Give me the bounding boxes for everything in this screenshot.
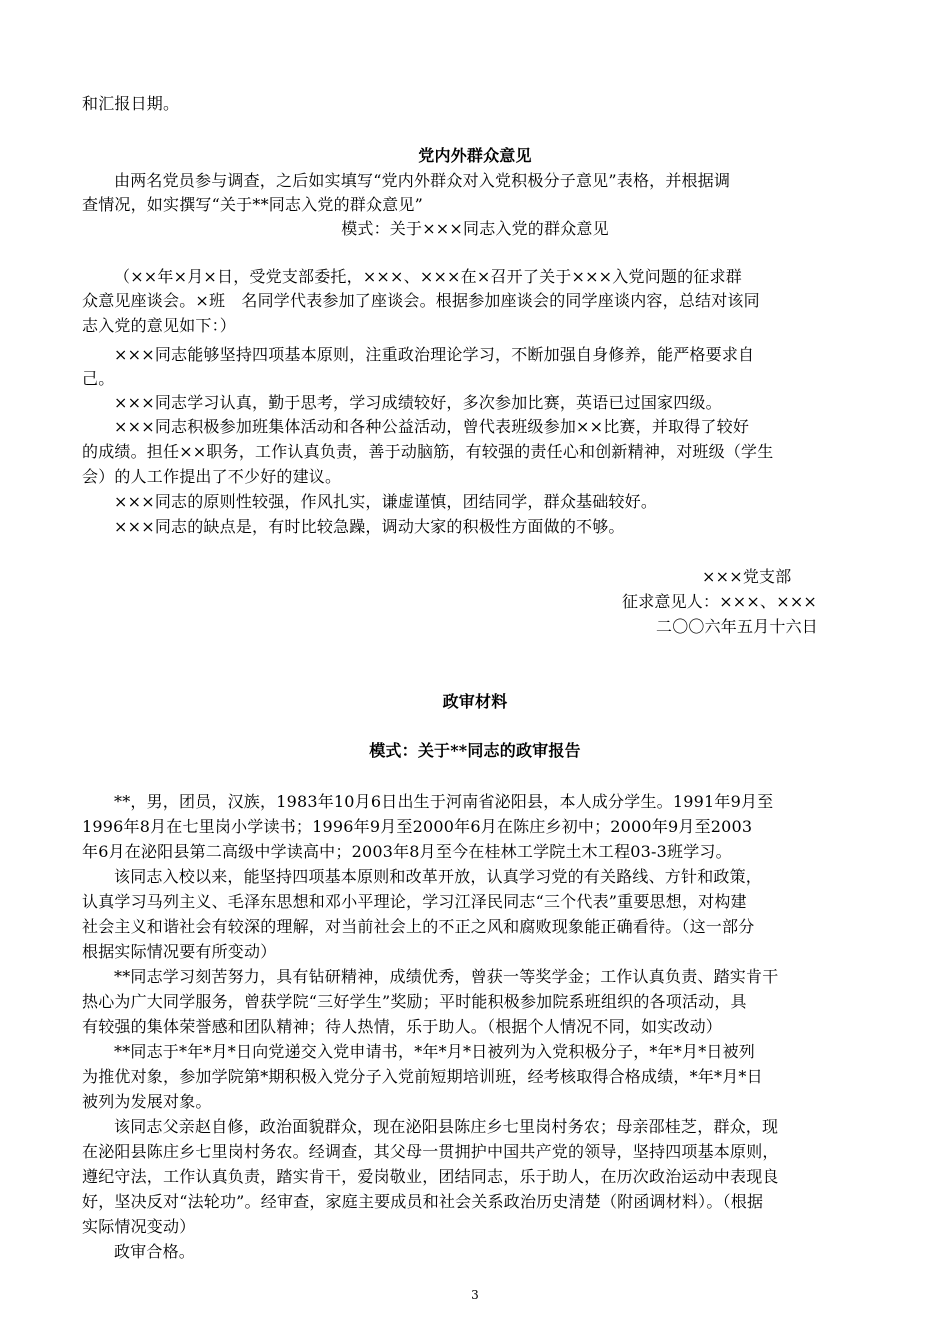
opinion-point-line: 己。: [82, 369, 115, 388]
page-number: 3: [471, 1288, 479, 1302]
review-line: **，男，团员，汉族，1983年10月6日出生于河南省泌阳县，本人成分学生。1991年9月至: [114, 792, 774, 811]
review-line: 社会主义和谐社会有较深的理解，对当前社会上的不正之风和腐败现象能正确看待。（这一部分: [82, 917, 755, 936]
intro-tail-line: 和汇报日期。: [82, 94, 180, 113]
section2-template-title: 模式：关于**同志的政审报告: [369, 741, 581, 760]
review-line: 1996年8月在七里岗小学读书；1996年9月至2000年6月在陈庄乡初中；2000年9月至2003: [82, 817, 753, 836]
review-line: 年6月在泌阳县第二高级中学读高中；2003年8月至今在桂林工学院土木工程03-3班学习。: [82, 842, 732, 861]
signature-org: ×××党支部: [702, 567, 792, 586]
section1-desc-line: 由两名党员参与调查，之后如实填写“党内外群众对入党积极分子意见”表格，并根据调: [114, 171, 731, 190]
section1-desc-line: 查情况，如实撰写“关于**同志入党的群众意见”: [82, 195, 423, 214]
signature-collectors: 征求意见人：×××、×××: [622, 592, 818, 611]
review-line: 实际情况变动）: [82, 1217, 196, 1236]
review-line: **同志学习刻苦努力，具有钻研精神，成绩优秀，曾获一等奖学金；工作认真负责、踏实肯干: [114, 967, 779, 986]
section-heading-political-review: 政审材料: [442, 692, 508, 711]
opinion-point-line: ×××同志积极参加班集体活动和各种公益活动，曾代表班级参加××比赛，并取得了较好: [114, 417, 750, 436]
review-line: 政审合格。: [114, 1242, 196, 1261]
opinion-point-line: ×××同志能够坚持四项基本原则，注重政治理论学习，不断加强自身修养，能严格要求自: [114, 345, 755, 364]
review-line: 该同志父亲赵自修，政治面貌群众，现在泌阳县陈庄乡七里岗村务农；母亲邵桂芝，群众，现: [114, 1117, 779, 1136]
review-line: 遵纪守法，工作认真负责，踏实肯干，爱岗敬业，团结同志，乐于助人，在历次政治运动中表现良: [82, 1167, 779, 1186]
review-line: 有较强的集体荣誉感和团队精神；待人热情，乐于助人。（根据个人情况不同，如实改动）: [82, 1017, 723, 1036]
opinion-point-line: ×××同志学习认真，勤于思考，学习成绩较好，多次参加比赛，英语已过国家四级。: [114, 393, 722, 412]
opinion-point-line: 的成绩。担任××职务，工作认真负责，善于动脑筋，有较强的责任心和创新精神，对班级（学生: [82, 442, 774, 461]
review-line: 好，坚决反对“法轮功”。经审查，家庭主要成员和社会关系政治历史清楚（附函调材料）。（根据: [82, 1192, 764, 1211]
review-line: 认真学习马列主义、毛泽东思想和邓小平理论，学习江泽民同志“三个代表”重要思想，对构建: [82, 892, 747, 911]
opinion-point-line: ×××同志的原则性较强，作风扎实，谦虚谨慎，团结同学，群众基础较好。: [114, 492, 658, 511]
opinion-point-line: 会）的人工作提出了不少好的建议。: [82, 467, 342, 486]
review-line: 为推优对象，参加学院第*期积极入党分子入党前短期培训班，经考核取得合格成绩，*年*月*日: [82, 1067, 763, 1086]
section1-template-title: 模式：关于×××同志入党的群众意见: [341, 219, 609, 238]
review-line: 根据实际情况要有所变动）: [82, 942, 277, 961]
review-line: 在泌阳县陈庄乡七里岗村务农。经调查，其父母一贯拥护中国共产党的领导，坚持四项基本原则，: [82, 1142, 779, 1161]
review-line: **同志于*年*月*日向党递交入党申请书，*年*月*日被列为入党积极分子，*年*月*日被列: [114, 1042, 756, 1061]
preface-line: （××年×月×日，受党支部委托，×××、×××在×召开了关于×××入党问题的征求群: [114, 267, 742, 286]
signature-date: 二〇〇六年五月十六日: [656, 617, 819, 636]
review-line: 该同志入校以来，能坚持四项基本原则和改革开放，认真学习党的有关路线、方针和政策，: [114, 867, 763, 886]
review-line: 被列为发展对象。: [82, 1092, 212, 1111]
opinion-point-line: ×××同志的缺点是，有时比较急躁，调动大家的积极性方面做的不够。: [114, 517, 625, 536]
section-heading-mass-opinion: 党内外群众意见: [418, 146, 532, 165]
preface-line: 众意见座谈会。×班 名同学代表参加了座谈会。根据参加座谈会的同学座谈内容，总结对该同: [82, 291, 760, 310]
preface-line: 志入党的意见如下：）: [82, 316, 237, 335]
review-line: 热心为广大同学服务，曾获学院“三好学生”奖励；平时能积极参加院系班组织的各项活动，具: [82, 992, 747, 1011]
